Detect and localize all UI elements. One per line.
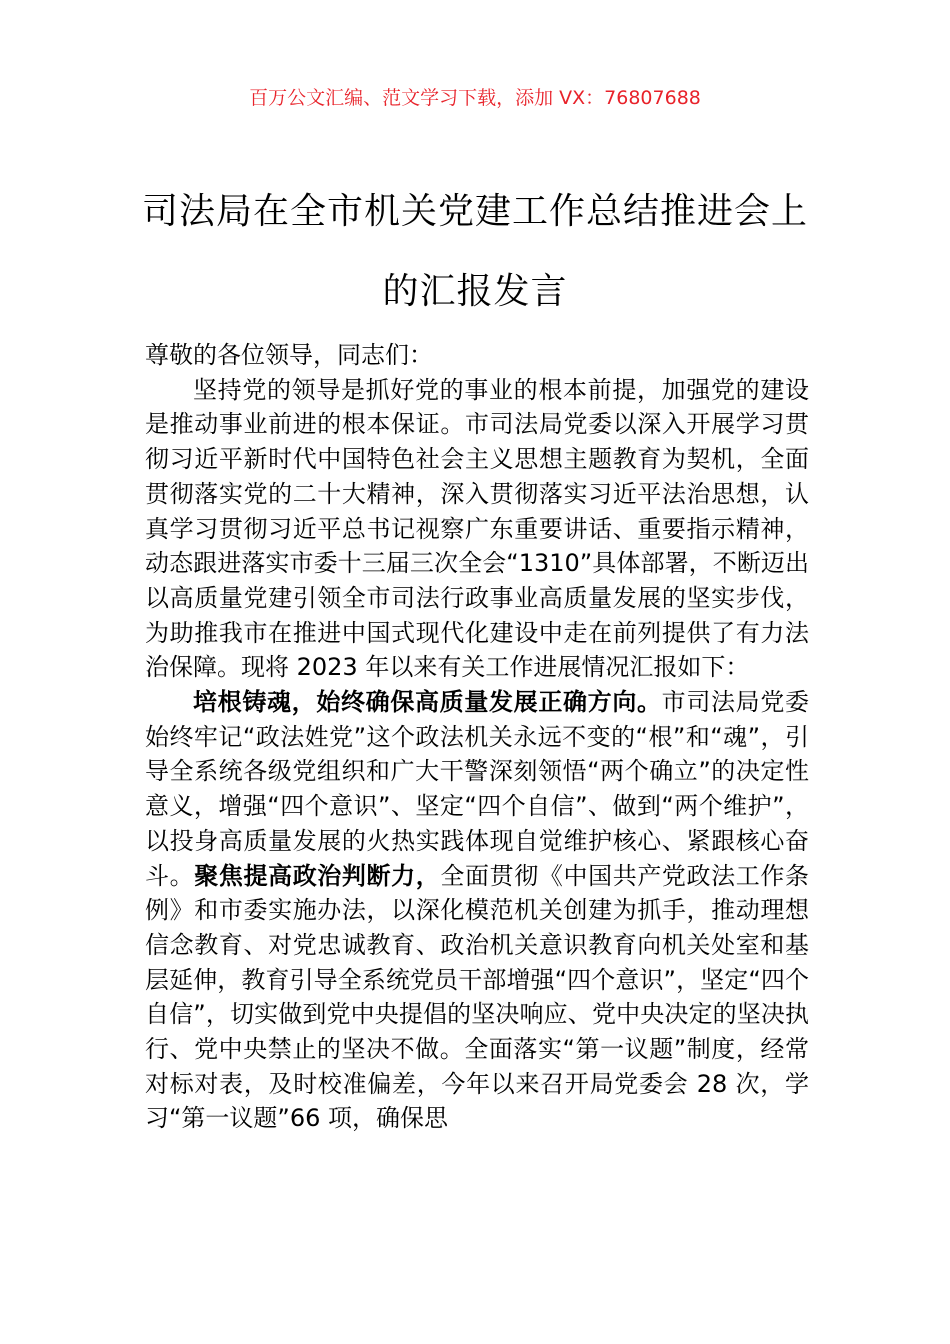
watermark-banner: 百万公文汇编、范文学习下载，添加 VX：76807688: [249, 87, 701, 109]
section-heading-1: 培根铸魂，始终确保高质量发展正确方向。: [193, 688, 662, 717]
salutation: 尊敬的各位领导，同志们：: [145, 341, 433, 369]
paragraph-section-1: [145, 685, 809, 1136]
document-body: [145, 338, 809, 1136]
document-title: 司法局在全市机关党建工作总结推进会上的汇报发言: [141, 191, 808, 312]
paragraph-intro: 坚持党的领导是抓好党的事业的根本前提，加强党的建设是推动事业前进的根本保证。市司法局党委以深入开展学习贯彻习近平新时代中国特色社会主义思想主题教育为契机，全面贯彻落实党的二十大精神，深入贯彻落实习近平法治思想，认真学习贯彻习近平总书记视察广东重要讲话、重要指示精神，动态跟进落实市委十三届三次全会“1310”具体部署，不断迈出以高质量党建引领全市司法行政事业高质量发展的坚实步伐，为助推我市在推进中国式现代化建设中走在前列提供了有力法治保障。现将 2023 年以来有关工作进展情况汇报如下：: [145, 375, 809, 682]
section-text-1: 市司法局党委始终牢记“政法姓党”这个政法机关永远不变的“根”和“魂”，引导全系统各级党组织和广大干警深刻领悟“两个确立”的决定性意义，增强“四个意识”、坚定“四个自信”、做到“两个维护”，以投身高质量发展的火热实践体现自觉维护核心、紧跟核心奋斗。: [145, 688, 810, 890]
section-heading-2: 聚焦提高政治判断力，: [194, 861, 441, 890]
section-text-2: 全面贯彻《中国共产党政法工作条例》和市委实施办法，以深化模范机关创建为抓手，推动理想信念教育、对党忠诚教育、政治机关意识教育向机关处室和基层延伸，教育引导全系统党员干部增强“四个意识”，坚定“四个自信”，切实做到党中央提倡的坚决响应、党中央决定的坚决执行、党中央禁止的坚决不做。全面落实“第一议题”制度，经常对标对表，及时校准偏差，今年以来召开局党委会 28 次，学习“第一议题”66 项，确保思: [145, 861, 810, 1133]
